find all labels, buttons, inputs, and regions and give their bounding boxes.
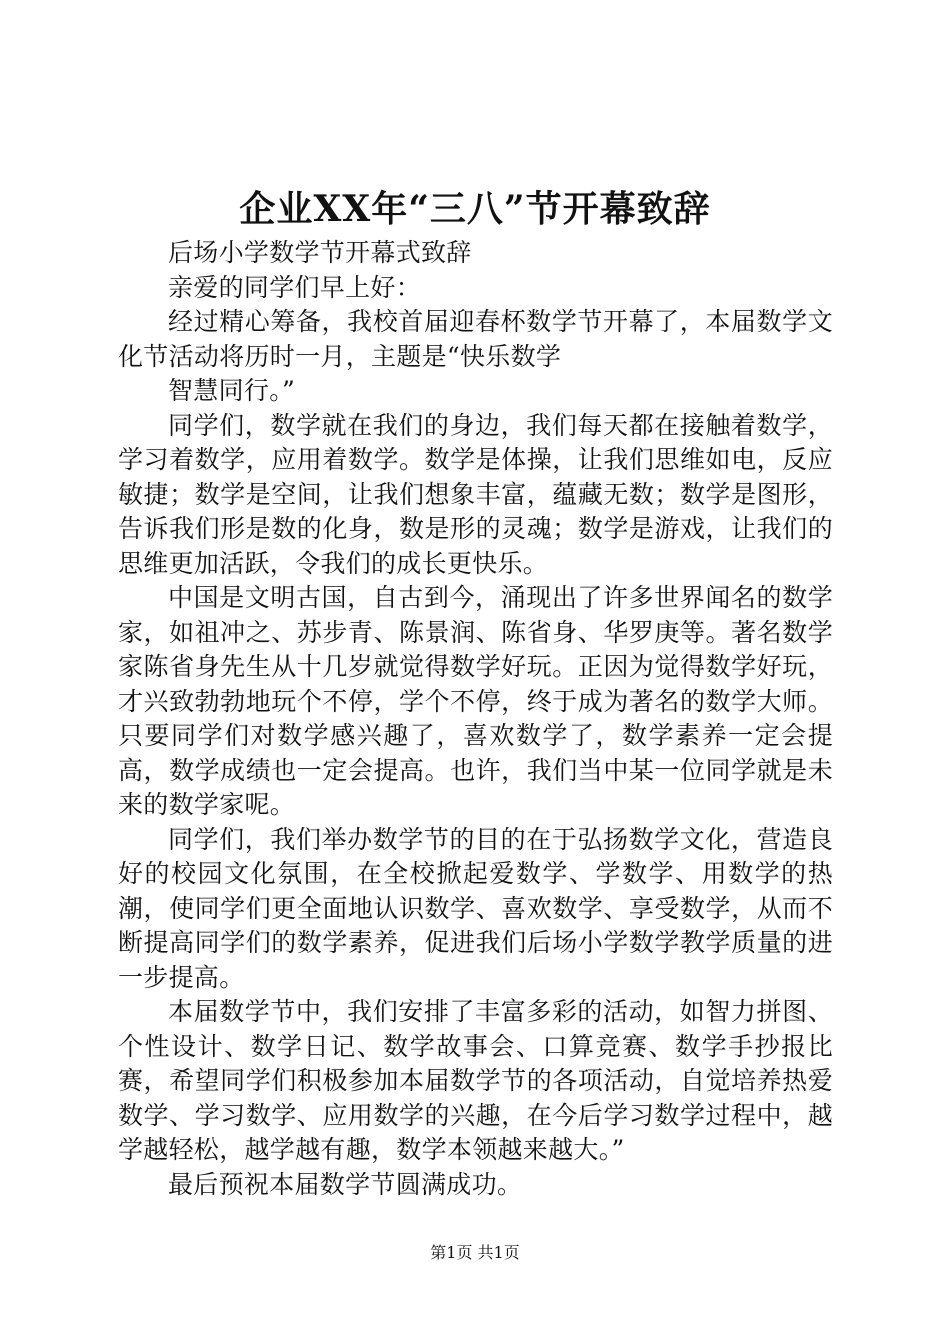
page-footer: 第1页 共1页 — [430, 1243, 520, 1262]
paragraph-mathematicians: 中国是文明古国，自古到今，涌现出了许多世界闻名的数学家，如祖冲之、苏步青、陈景润、陈省身、华罗庚等。著名数学家陈省身先生从十几岁就觉得数学好玩。正因为觉得数学好玩，才兴致勃勃地玩个不停，学个不停，终于成为著名的数学大师。只要同学们对数学感兴趣了，喜欢数学了，数学素养一定会提高，数学成绩也一定会提高。也许，我们当中某一位同学就是未来的数学家呢。 — [118, 583, 833, 819]
document-title: 企业XX年“三八”节开幕致辞 — [239, 188, 711, 230]
paragraph-closing: 最后预祝本届数学节圆满成功。 — [168, 1169, 523, 1199]
document-body — [118, 236, 833, 1202]
paragraph-activities: 本届数学节中，我们安排了丰富多彩的活动，如智力拼图、个性设计、数学日记、数学故事会、口算竞赛、数学手抄报比赛，希望同学们积极参加本届数学节的各项活动，自觉培养热爱数学、学习数学、应用数学的兴趣，在今后学习数学过程中，越学越轻松，越学越有趣，数学本领越来越大。” — [118, 997, 833, 1164]
paragraph-greeting: 亲爱的同学们早上好： — [168, 272, 422, 302]
paragraph-math-around-us: 同学们，数学就在我们的身边，我们每天都在接触着数学，学习着数学，应用着数学。数学是体操，让我们思维如电，反应敏捷；数学是空间，让我们想象丰富，蕴藏无数；数学是图形，告诉我们形是数的化身，数是形的灵魂；数学是游戏，让我们的思维更加活跃，令我们的成长更快乐。 — [118, 410, 833, 578]
paragraph-purpose: 同学们，我们举办数学节的目的在于弘扬数学文化，营造良好的校园文化氛围，在全校掀起爱数学、学数学、用数学的热潮，使同学们更全面地认识数学、喜欢数学、享受数学，从而不断提高同学们的数学素养，促进我们后场小学数学教学质量的进一步提高。 — [118, 824, 833, 992]
paragraph-subtitle: 后场小学数学节开幕式致辞 — [168, 238, 472, 267]
paragraph-intro: 经过精心筹备，我校首届迎春杯数学节开幕了，本届数学文化节活动将历时一月，主题是“快乐数学 — [118, 307, 833, 371]
paragraph-theme-continued: 智慧同行。” — [168, 376, 296, 405]
